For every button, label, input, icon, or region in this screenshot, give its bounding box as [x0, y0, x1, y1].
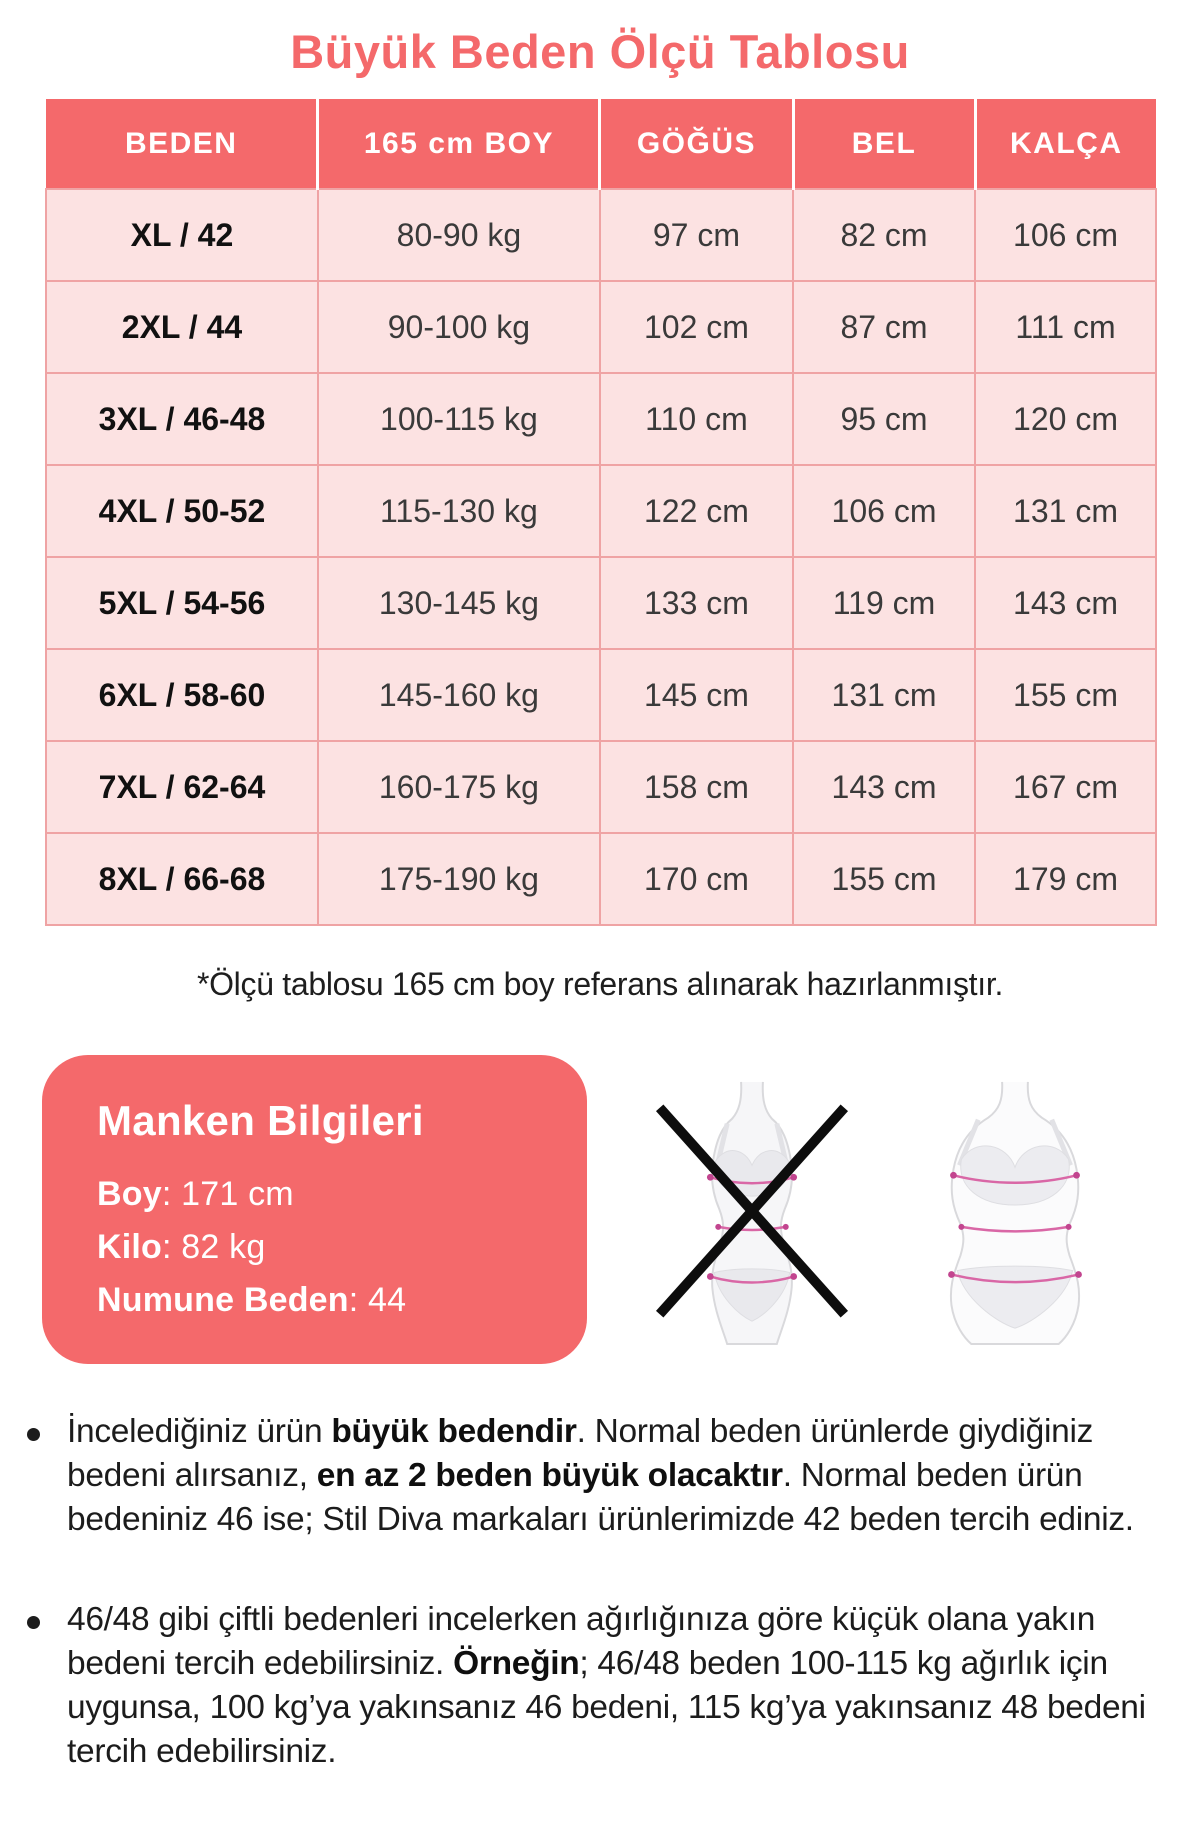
measurement-cell: 145 cm: [600, 649, 793, 741]
table-footnote: *Ölçü tablosu 165 cm boy referans alınarak hazırlanmıştır.: [196, 966, 1004, 1002]
measurement-cell: 90-100 kg: [318, 281, 600, 373]
measurement-cell: 106 cm: [975, 189, 1156, 281]
table-row: [46, 189, 1156, 281]
measurement-cell: 100-115 kg: [318, 373, 600, 465]
measurement-cell: 155 cm: [975, 649, 1156, 741]
column-header: GÖĞÜS: [600, 99, 793, 189]
column-header: BEDEN: [46, 99, 318, 189]
measurement-cell: 167 cm: [975, 741, 1156, 833]
size-cell: 3XL / 46-48: [46, 373, 318, 465]
notes-list: [0, 1410, 1178, 1775]
measurement-cell: 120 cm: [975, 373, 1156, 465]
measurement-cell: 155 cm: [793, 833, 975, 925]
size-table-container: [45, 99, 1157, 926]
measurement-cell: 131 cm: [975, 465, 1156, 557]
measurement-cell: 122 cm: [600, 465, 793, 557]
measurement-cell: 131 cm: [793, 649, 975, 741]
plus-size-body-figure-icon: [911, 1078, 1119, 1346]
model-info-field: Boy: 171 cm: [97, 1175, 294, 1213]
page-title: Büyük Beden Ölçü Tablosu: [290, 25, 910, 78]
measurement-cell: 106 cm: [793, 465, 975, 557]
measurement-cell: 115-130 kg: [318, 465, 600, 557]
measurement-cell: 160-175 kg: [318, 741, 600, 833]
measurement-cell: 170 cm: [600, 833, 793, 925]
model-info-field: Numune Beden: 44: [97, 1281, 407, 1319]
model-info-field: Kilo: 82 kg: [97, 1228, 266, 1266]
table-row: [46, 373, 1156, 465]
body-figures: [587, 1055, 1180, 1364]
measurement-cell: 158 cm: [600, 741, 793, 833]
size-cell: 2XL / 44: [46, 281, 318, 373]
table-row: [46, 741, 1156, 833]
measurement-cell: 102 cm: [600, 281, 793, 373]
table-row: [46, 281, 1156, 373]
measurement-cell: 145-160 kg: [318, 649, 600, 741]
measurement-cell: 80-90 kg: [318, 189, 600, 281]
column-header: KALÇA: [975, 99, 1156, 189]
model-info-card: [42, 1055, 587, 1364]
size-cell: 8XL / 66-68: [46, 833, 318, 925]
size-cell: 4XL / 50-52: [46, 465, 318, 557]
measurement-cell: 143 cm: [975, 557, 1156, 649]
size-cell: 6XL / 58-60: [46, 649, 318, 741]
measurement-cell: 179 cm: [975, 833, 1156, 925]
size-cell: 5XL / 54-56: [46, 557, 318, 649]
table-row: [46, 833, 1156, 925]
measurement-cell: 97 cm: [600, 189, 793, 281]
table-row: [46, 649, 1156, 741]
column-header: 165 cm BOY: [318, 99, 600, 189]
table-row: [46, 557, 1156, 649]
measurement-cell: 111 cm: [975, 281, 1156, 373]
size-table-body: [46, 189, 1156, 925]
size-cell: 7XL / 62-64: [46, 741, 318, 833]
size-table: [45, 99, 1157, 926]
model-info-fields: [97, 1175, 557, 1320]
measurement-cell: 110 cm: [600, 373, 793, 465]
column-header: BEL: [793, 99, 975, 189]
measurement-cell: 130-145 kg: [318, 557, 600, 649]
slim-body-figure-crossed-icon: [648, 1078, 856, 1346]
measurement-cell: 133 cm: [600, 557, 793, 649]
measurement-cell: 82 cm: [793, 189, 975, 281]
size-table-header-row: [46, 99, 1156, 189]
model-info-section: [42, 1055, 1180, 1364]
measurement-cell: 143 cm: [793, 741, 975, 833]
plus-body: [948, 1081, 1082, 1343]
model-info-title: Manken Bilgileri: [97, 1097, 424, 1144]
measurement-cell: 119 cm: [793, 557, 975, 649]
measurement-cell: 87 cm: [793, 281, 975, 373]
measurement-cell: 95 cm: [793, 373, 975, 465]
note-item: 46/48 gibi çiftli bedenleri incelerken ağırlığınıza göre küçük olana yakın bedeni tercih edebilirsiniz. Örneğin; 46/48 beden 100-115 kg ağırlık için uygunsa, 100 kg’ya yakınsanız 46 bedeni, 115 kg’ya yakınsanız 48 bedeni tercih edebilirsiniz.: [67, 1598, 1178, 1775]
size-cell: XL / 42: [46, 189, 318, 281]
note-item: İncelediğiniz ürün büyük bedendir. Normal beden ürünlerde giydiğiniz bedeni alırsanız, en az 2 beden büyük olacaktır. Normal beden ürün bedeniniz 46 ise; Stil Diva markaları ürünlerimizde 42 beden tercih ediniz.: [67, 1410, 1178, 1543]
table-row: [46, 465, 1156, 557]
measurement-cell: 175-190 kg: [318, 833, 600, 925]
